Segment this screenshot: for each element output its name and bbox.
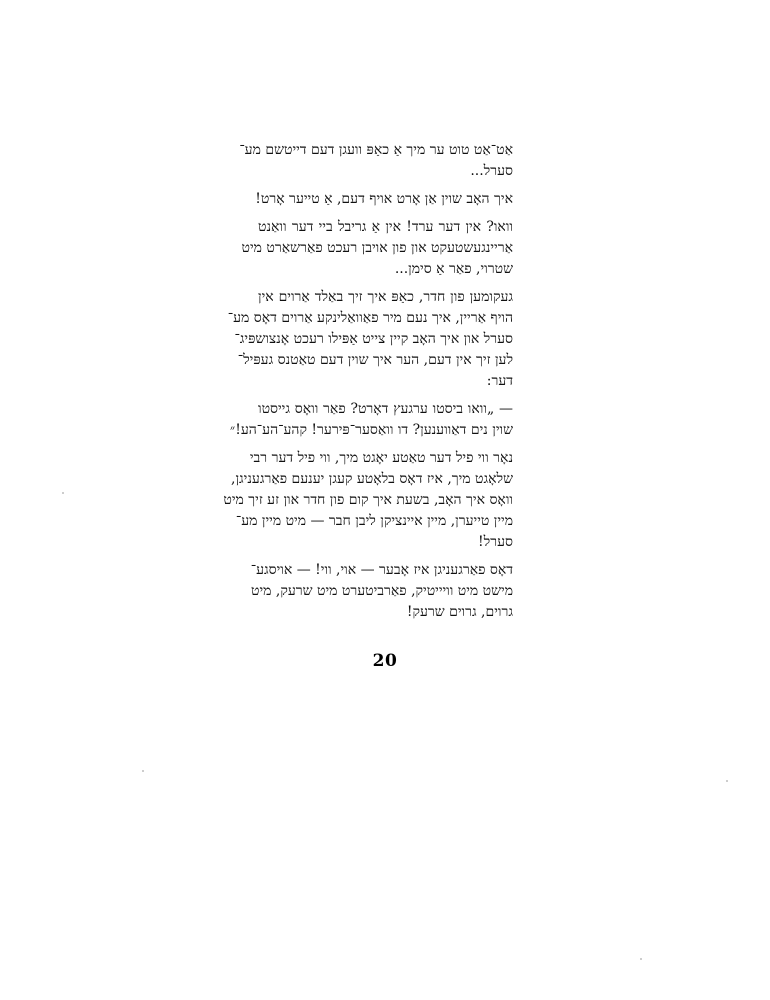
text-line: וואָס איך האָב, בשעת איך קום פון חדר און זע זיך מיט [223,492,513,508]
text-line: הויף אַריין, איך נעם מיר פאַוואַלינקע אַרוים דאָס מע־ [227,310,513,326]
text-line: נאָר ווי פיל דער טאַטע יאָגט מיך, ווי פיל דער רבי [249,450,513,466]
scan-speck [640,958,642,960]
text-line: איך האָב שוין אַן אָרט אויף דעם, אַ טייער אָרט! [255,191,513,207]
text-line: וואו? אין דער ערד! אין אַ גריבל ביי דער וואַנט [258,219,513,235]
paragraph [229,399,513,441]
text-line: — „וואו ביסטו ערגעץ דאָרט? פאַר וואָס גייסטו [258,401,513,417]
paragraph-gap [258,441,513,448]
paragraph-gap [258,182,513,189]
text-line: שטרוי, פאַר אַ סימן... [394,261,513,277]
paragraph [223,448,513,553]
scan-speck [62,492,64,494]
text-line: מיין טייערן, מיין איינציקן ליבן חבר — מיט מיין מע־ [235,513,513,529]
paragraph [250,560,513,623]
text-line: סערל... [470,163,513,179]
text-line: אַט־אַט טוט ער מיך אַ כאַפּ וועגן דעם דייטשם מע־ [239,142,513,158]
text-line: דער: [486,373,513,389]
scan-speck [142,770,144,772]
paragraph-gap [258,280,513,287]
text-line: שוין נים דאַווענען? דו וואַסער־פּירער! קהע־הע־הע!״ [229,422,513,438]
paragraph-gap [258,553,513,560]
text-line: לען זיך אין דעם, הער איך שוין דעם טאַטנס געפּיל־ [237,352,513,368]
text-line: סערל! [478,534,513,550]
page-number: 20 [372,651,398,671]
paragraph-gap [258,210,513,217]
paragraph-gap [258,392,513,399]
text-line: אַריינגעשטעקט און פון אויבן רעכט פאַרשאַרט מיט [241,240,513,256]
text-line: שלאָגט מיך, איז דאָס בלאָטע קעגן יענעם פאַרגעניגן, [231,471,513,487]
text-line: סערל און איך האָב קיין צייט אַפּילו רעכט אָנצושפּיג־ [234,331,513,347]
paragraph [241,217,513,280]
text-line: געקומען פון חדר, כאַפּ איך זיך באַלד אַרוים אין [258,289,513,305]
paragraph [227,287,513,392]
text-line: מישט מיט וויייטיק, פאַרביטערט מיט שרעק, מיט [251,583,513,599]
scan-speck [726,780,728,782]
paragraph [255,189,513,210]
text-line: דאָס פאַרגעניגן איז אָבער — אוי, ווי! — אויסגע־ [250,562,513,578]
body-text [223,140,513,623]
text-line: גרוים, גרוים שרעק! [406,604,513,620]
paragraph [239,140,513,182]
